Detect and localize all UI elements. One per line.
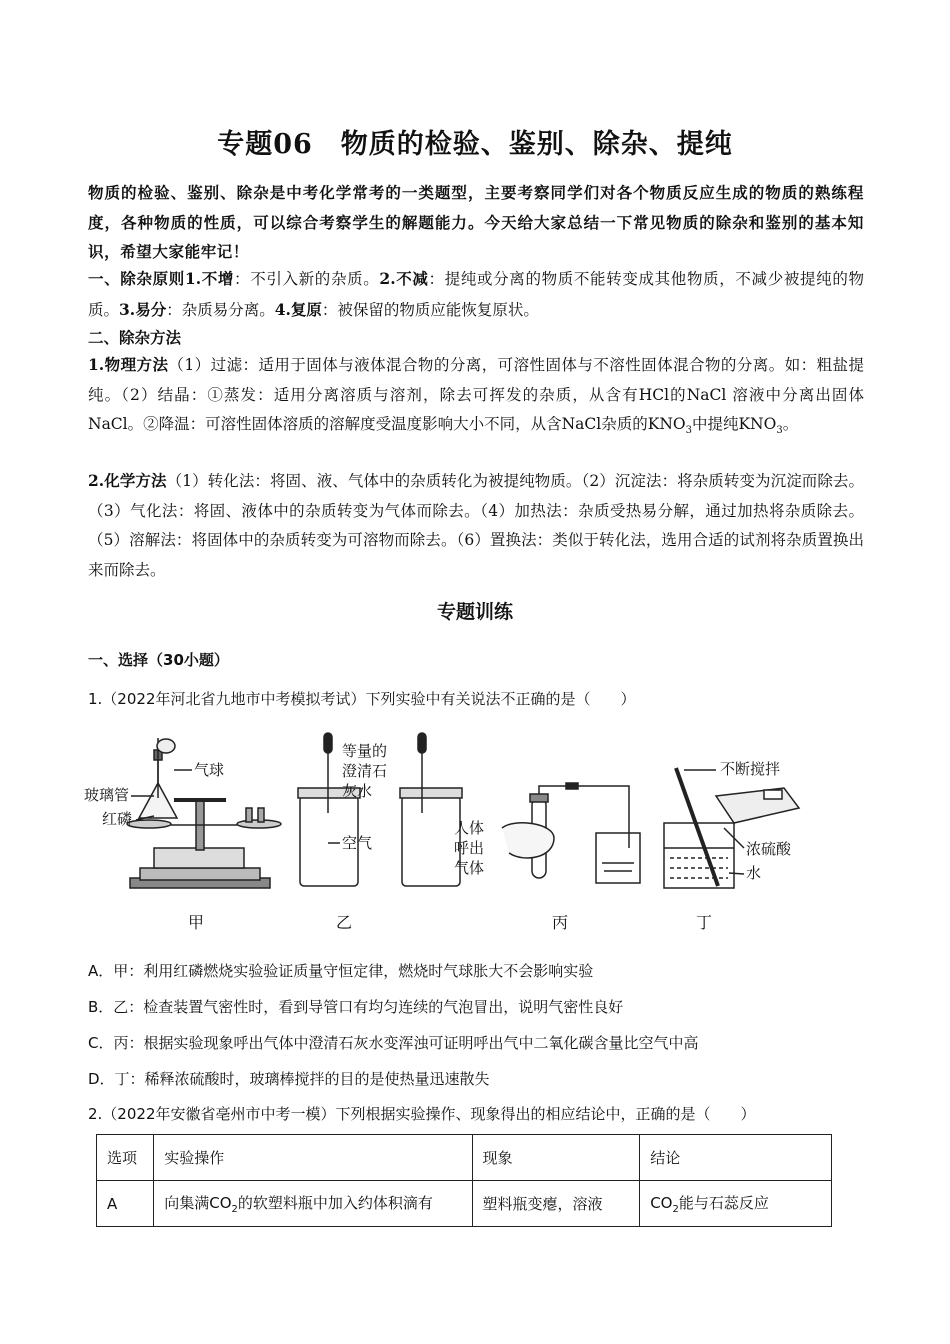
physical-method-text-b: 中提纯KNO (691, 415, 777, 433)
table-cell-option: A (97, 1181, 154, 1227)
label-red-phosphorus: 红磷 (102, 810, 133, 828)
physical-method-label: 1.物理方法 (88, 355, 169, 374)
principle-2-text: ：提纯或分离的物质不能转变成其他物质，不减少被提纯的物质。 (88, 270, 864, 319)
physical-method-paragraph (88, 350, 864, 446)
subscript: 3 (776, 425, 783, 437)
chemical-method-label: 2.化学方法 (88, 471, 167, 490)
table-cell-operation (154, 1181, 472, 1227)
subscript: 2 (672, 1204, 679, 1215)
intro-paragraph: 物质的检验、鉴别、除杂是中考化学常考的一类题型，主要考察同学们对各个物质反应生成的物质的熟练程度，各种物质的性质，可以综合考察学生的解题能力。今天给大家总结一下常见物质的除杂和鉴别的基本知识，希望大家能牢记！ (88, 183, 864, 261)
dilution-apparatus (664, 768, 799, 888)
table-header-row (97, 1135, 832, 1181)
label-human: 人体 (454, 819, 485, 837)
label-exhaled: 呼出 (454, 839, 485, 857)
operation-text: 向集满CO (164, 1194, 232, 1212)
question-1-option-d: D．丁：稀释浓硫酸时，玻璃棒搅拌的目的是使热量迅速散失 (88, 1070, 490, 1088)
principle-1-label: 1.不增 (184, 269, 235, 288)
table-header-cell: 结论 (640, 1135, 832, 1181)
training-title: 专题训练 (436, 601, 513, 623)
caption-ding: 丁 (696, 913, 713, 932)
principle-3-text: ：杂质易分离。 (166, 300, 275, 319)
caption-yi: 乙 (336, 913, 353, 932)
principle-4-text: ：被保留的物质应能恢复原状。 (321, 300, 539, 319)
label-equal-amount: 等量的 (342, 742, 388, 760)
table-cell-phenomenon: 塑料瓶变瘪，溶液 (472, 1181, 640, 1227)
page-title: 专题06 物质的检验、鉴别、除杂、提纯 (217, 129, 733, 160)
chemical-method-text: （1）转化法：将固、液、气体中的杂质转化为被提纯物质。（2）沉淀法：将杂质转变为沉淀而除去。（3）气化法：将固、液体中的杂质转变为气体而除去。（4）加热法：杂质受热易分解，通过加热将杂质除去。（5）溶解法：将固体中的杂质转变为可溶物而除去。（6）置换法：类似于转化法，选用合适的试剂将杂质置换出来而除去。 (88, 472, 864, 579)
question-1-option-a: A．甲：利用红磷燃烧实验验证质量守恒定律，燃烧时气球胀大不会影响实验 (88, 962, 594, 980)
conclusion-text-tail: 能与石蕊反应 (678, 1194, 769, 1212)
chemical-method-paragraph (88, 466, 864, 585)
principles-heading: 一、除杂原则 (88, 269, 185, 288)
methods-heading: 二、除杂方法 (88, 328, 182, 347)
table-cell-conclusion (640, 1181, 832, 1227)
operation-text-tail: 的软塑料瓶中加入约体积滴有 (237, 1194, 433, 1212)
question-1-stem: 1.（2022年河北省九地市中考模拟考试）下列实验中有关说法不正确的是（ ） (88, 690, 636, 708)
subscript: 2 (231, 1204, 238, 1215)
principles-paragraph (88, 264, 864, 325)
question-2-table (96, 1134, 832, 1227)
label-gas: 气体 (454, 859, 485, 877)
subscript: 3 (685, 425, 692, 437)
principle-1-text: ：不引入新的杂质。 (234, 270, 380, 288)
label-concentrated-acid: 浓硫酸 (746, 840, 792, 858)
label-balloon: 气球 (194, 761, 225, 779)
table-header-cell: 现象 (472, 1135, 640, 1181)
label-stirring: 不断搅拌 (720, 760, 781, 778)
caption-bing: 丙 (552, 913, 569, 932)
principle-4-label: 4.复原 (274, 299, 322, 319)
label-lime-water: 灰水 (342, 782, 373, 800)
label-air: 空气 (342, 834, 373, 852)
conclusion-text: CO (650, 1194, 673, 1212)
question-1-option-c: C．丙：根据实验现象呼出气体中澄清石灰水变浑浊可证明呼出气中二氧化碳含量比空气中高 (88, 1034, 699, 1052)
label-glass-tube: 玻璃管 (84, 786, 130, 804)
table-header-cell: 选项 (97, 1135, 154, 1181)
question-1-option-b: B．乙：检查装置气密性时，看到导管口有均匀连续的气泡冒出，说明气密性良好 (88, 998, 624, 1016)
section-label: 一、选择（30小题） (88, 651, 229, 669)
caption-jia: 甲 (188, 913, 205, 932)
physical-method-text-a: （1）过滤：适用于固体与液体混合物的分离，可溶性固体与不溶性固体混合物的分离。如：粗盐提纯。（2）结晶：①蒸发：适用分离溶质与溶剂，除去可挥发的杂质，从含有HCl的NaCl 溶液中分离出固体NaCl。②降温：可溶性固体溶质的溶解度受温度影响大小不同，从含NaCl杂质的KNO (88, 356, 864, 433)
label-water: 水 (746, 864, 762, 882)
table-header-cell: 实验操作 (154, 1135, 472, 1181)
question-2-stem: 2.（2022年安徽省亳州市中考一模）下列根据实验操作、现象得出的相应结论中，正确的是（ ） (88, 1105, 756, 1123)
principle-2-label: 2.不减 (379, 269, 429, 288)
principle-3-label: 3.易分 (119, 299, 167, 319)
test-tube-apparatus (502, 783, 640, 883)
physical-method-text-c: 。 (782, 415, 799, 433)
label-clear-lime: 澄清石 (342, 762, 388, 780)
table-row (97, 1181, 832, 1227)
